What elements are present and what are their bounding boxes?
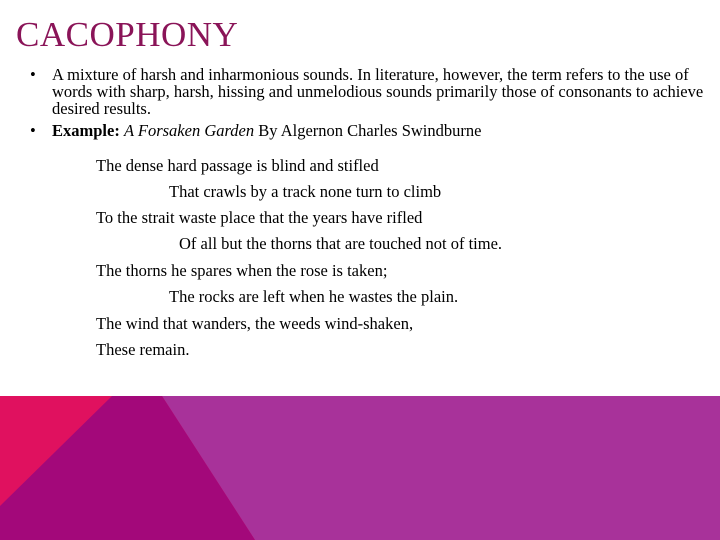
poem-line: These remain. (96, 340, 190, 359)
poem-line: The dense hard passage is blind and stifled (96, 156, 379, 175)
poem-line: The wind that wanders, the weeds wind-shaken, (96, 314, 414, 333)
definition-text: A mixture of harsh and inharmonious sounds. In literature, however, the term refers to the use of words with sharp, harsh, hissing and unmelodious sounds primarily those of consonants to achieve desired results. (52, 65, 704, 118)
poem-line: To the strait waste place that the years have rifled (96, 208, 423, 227)
bullet-marker: • (30, 65, 36, 84)
bullet-marker: • (30, 121, 36, 140)
poem-line: The thorns he spares when the rose is taken; (96, 261, 388, 280)
slide-title: CACOPHONY (16, 15, 239, 54)
poem-byline: By Algernon Charles Swindburne (254, 121, 482, 140)
poem-line: Of all but the thorns that are touched not of time. (179, 234, 503, 253)
poem-line: The rocks are left when he wastes the plain. (169, 287, 459, 306)
example-label: Example: (52, 121, 120, 140)
decorative-bottom-band (0, 396, 720, 540)
poem-title: A Forsaken Garden (123, 121, 255, 140)
poem-line: That crawls by a track none turn to climb (169, 182, 442, 201)
